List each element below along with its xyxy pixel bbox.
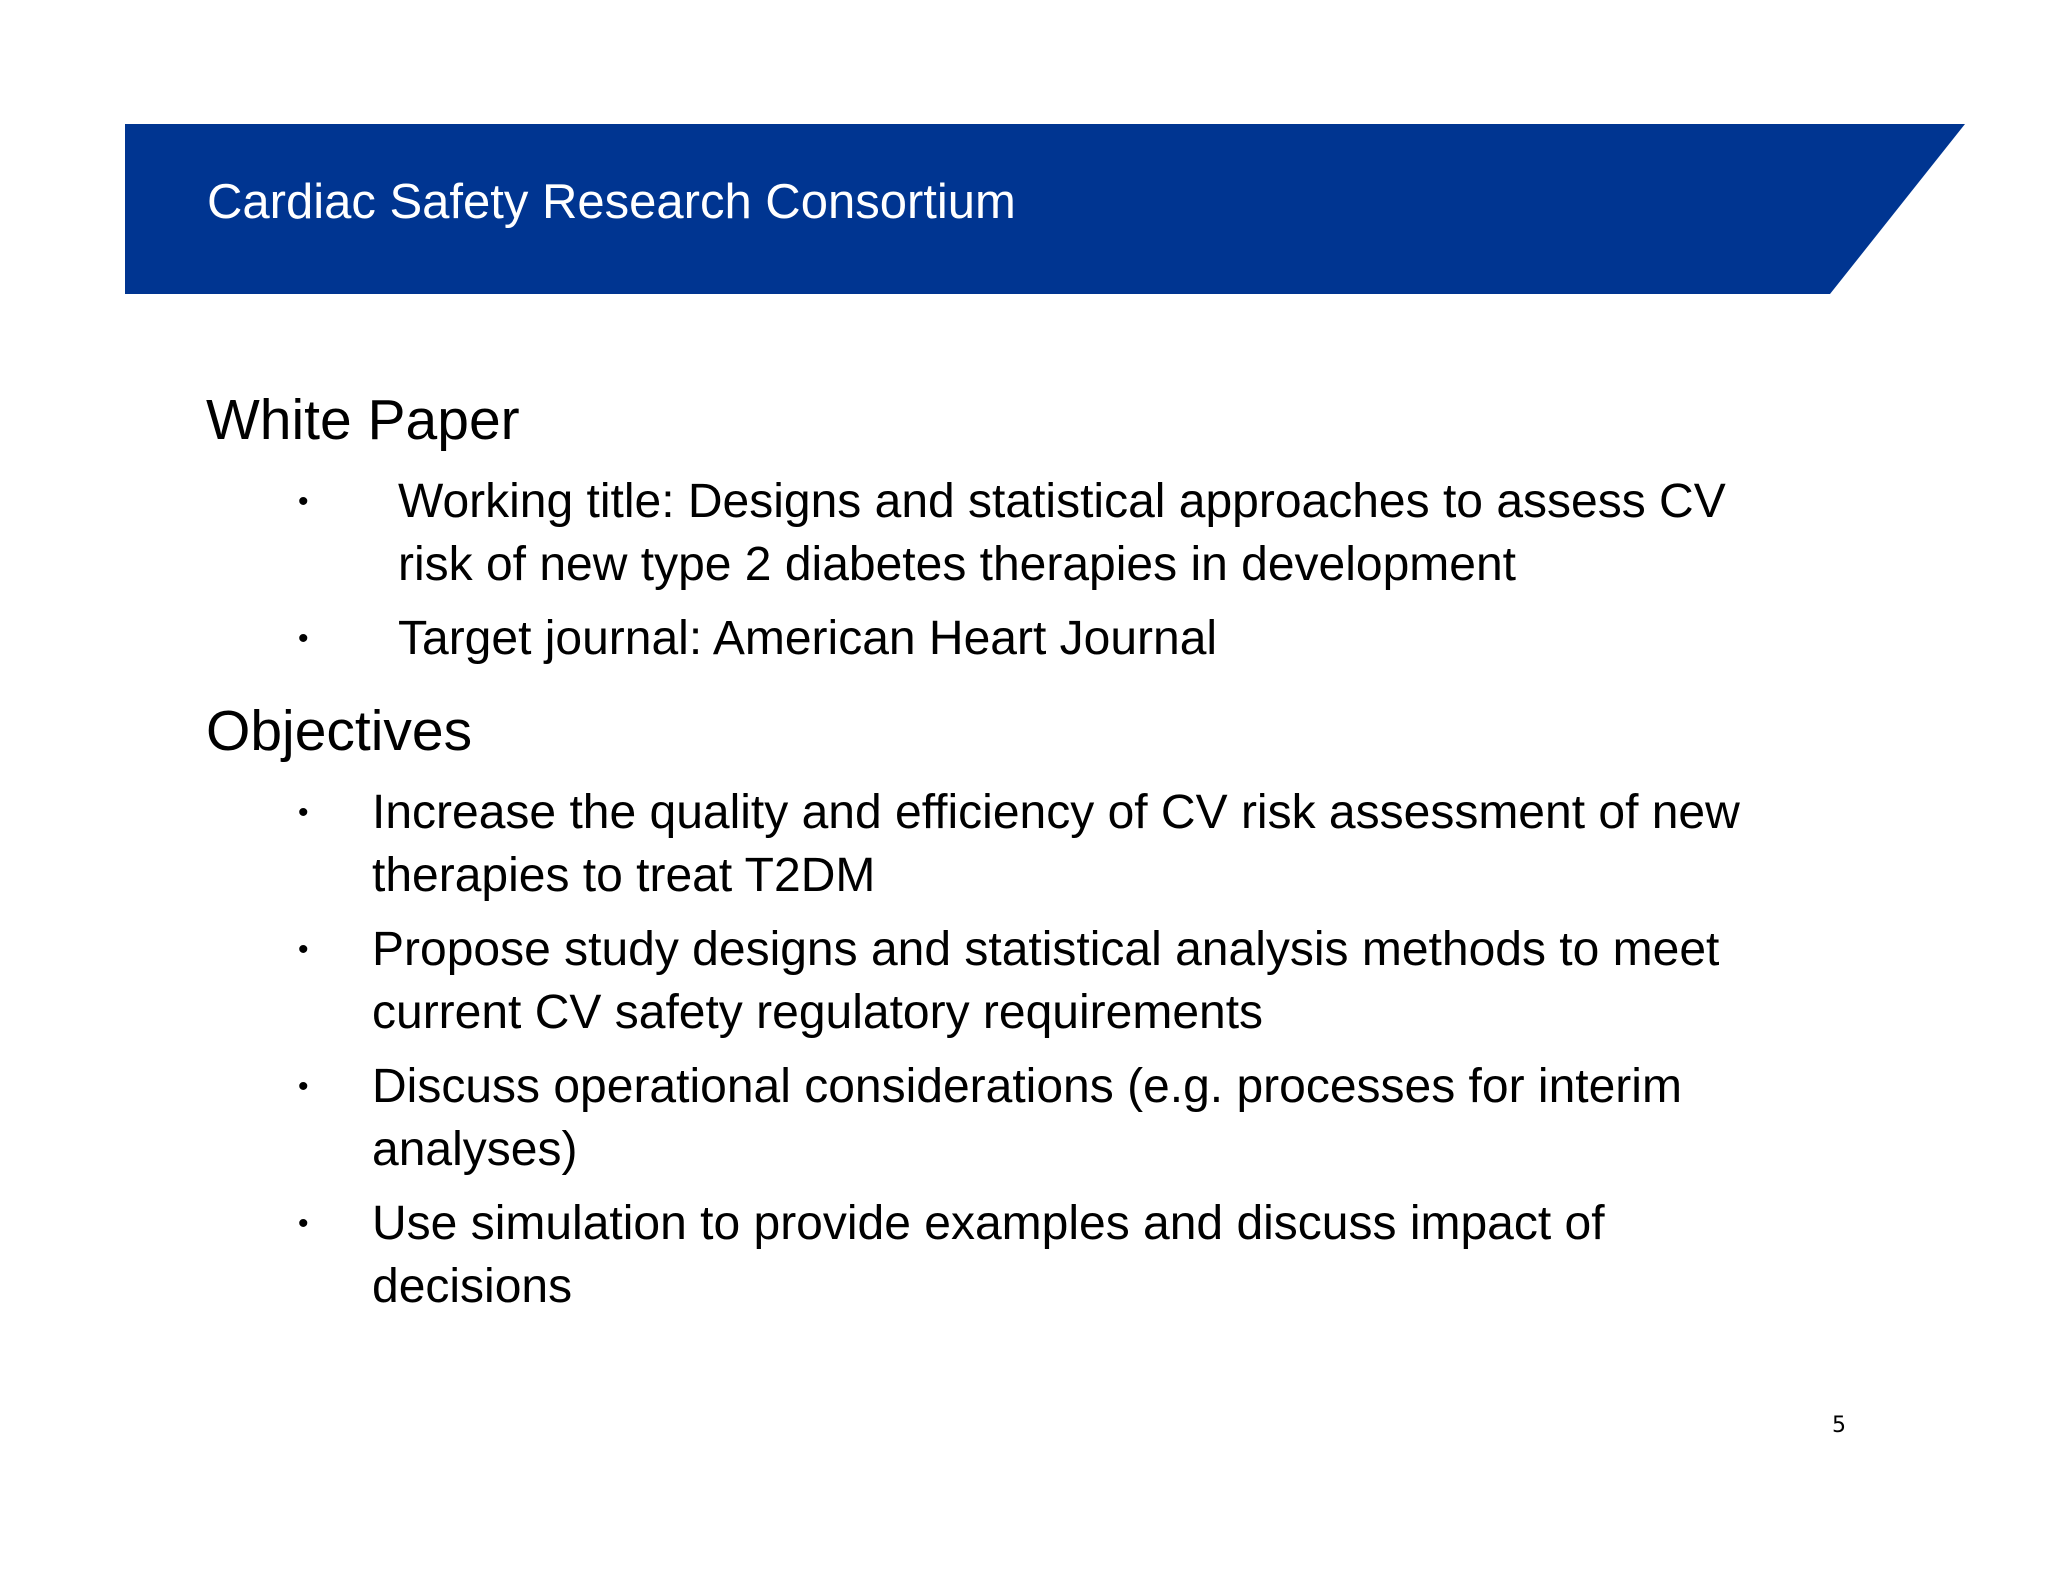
list-item-line: Discuss operational considerations (e.g. processes for interim (372, 1060, 1682, 1113)
bullet-icon: • (298, 796, 309, 829)
list-item-text (372, 781, 1740, 907)
list-item-text (398, 470, 1726, 596)
list-item-line: Increase the quality and efficiency of CV risk assessment of new (372, 786, 1740, 839)
white-paper-heading: White Paper (206, 388, 520, 452)
bullet-icon: • (298, 1207, 309, 1240)
banner-title: Cardiac Safety Research Consortium (207, 175, 1016, 229)
list-item-line: analyses) (372, 1123, 578, 1176)
bullet-icon: • (298, 1070, 309, 1103)
objectives-heading: Objectives (206, 699, 473, 763)
list-item-line: Propose study designs and statistical analysis methods to meet (372, 923, 1720, 976)
bullet-icon: • (298, 485, 309, 518)
list-item-text (372, 918, 1719, 1044)
list-item-line: therapies to treat T2DM (372, 849, 876, 902)
page-number: 5 (1832, 1413, 1846, 1438)
header-banner (125, 124, 1965, 294)
list-item-line: Use simulation to provide examples and discuss impact of (372, 1197, 1605, 1250)
list-item-text (372, 1055, 1682, 1181)
bullet-icon: • (298, 622, 309, 655)
list-item-line: decisions (372, 1260, 573, 1313)
list-item-line: Working title: Designs and statistical approaches to assess CV (398, 475, 1726, 528)
bullet-icon: • (298, 933, 309, 966)
list-item-line: Target journal: American Heart Journal (398, 612, 1218, 665)
list-item-line: risk of new type 2 diabetes therapies in development (398, 538, 1516, 591)
list-item-line: current CV safety regulatory requirements (372, 986, 1264, 1039)
list-item-text (398, 607, 1217, 670)
list-item-text (372, 1192, 1605, 1318)
